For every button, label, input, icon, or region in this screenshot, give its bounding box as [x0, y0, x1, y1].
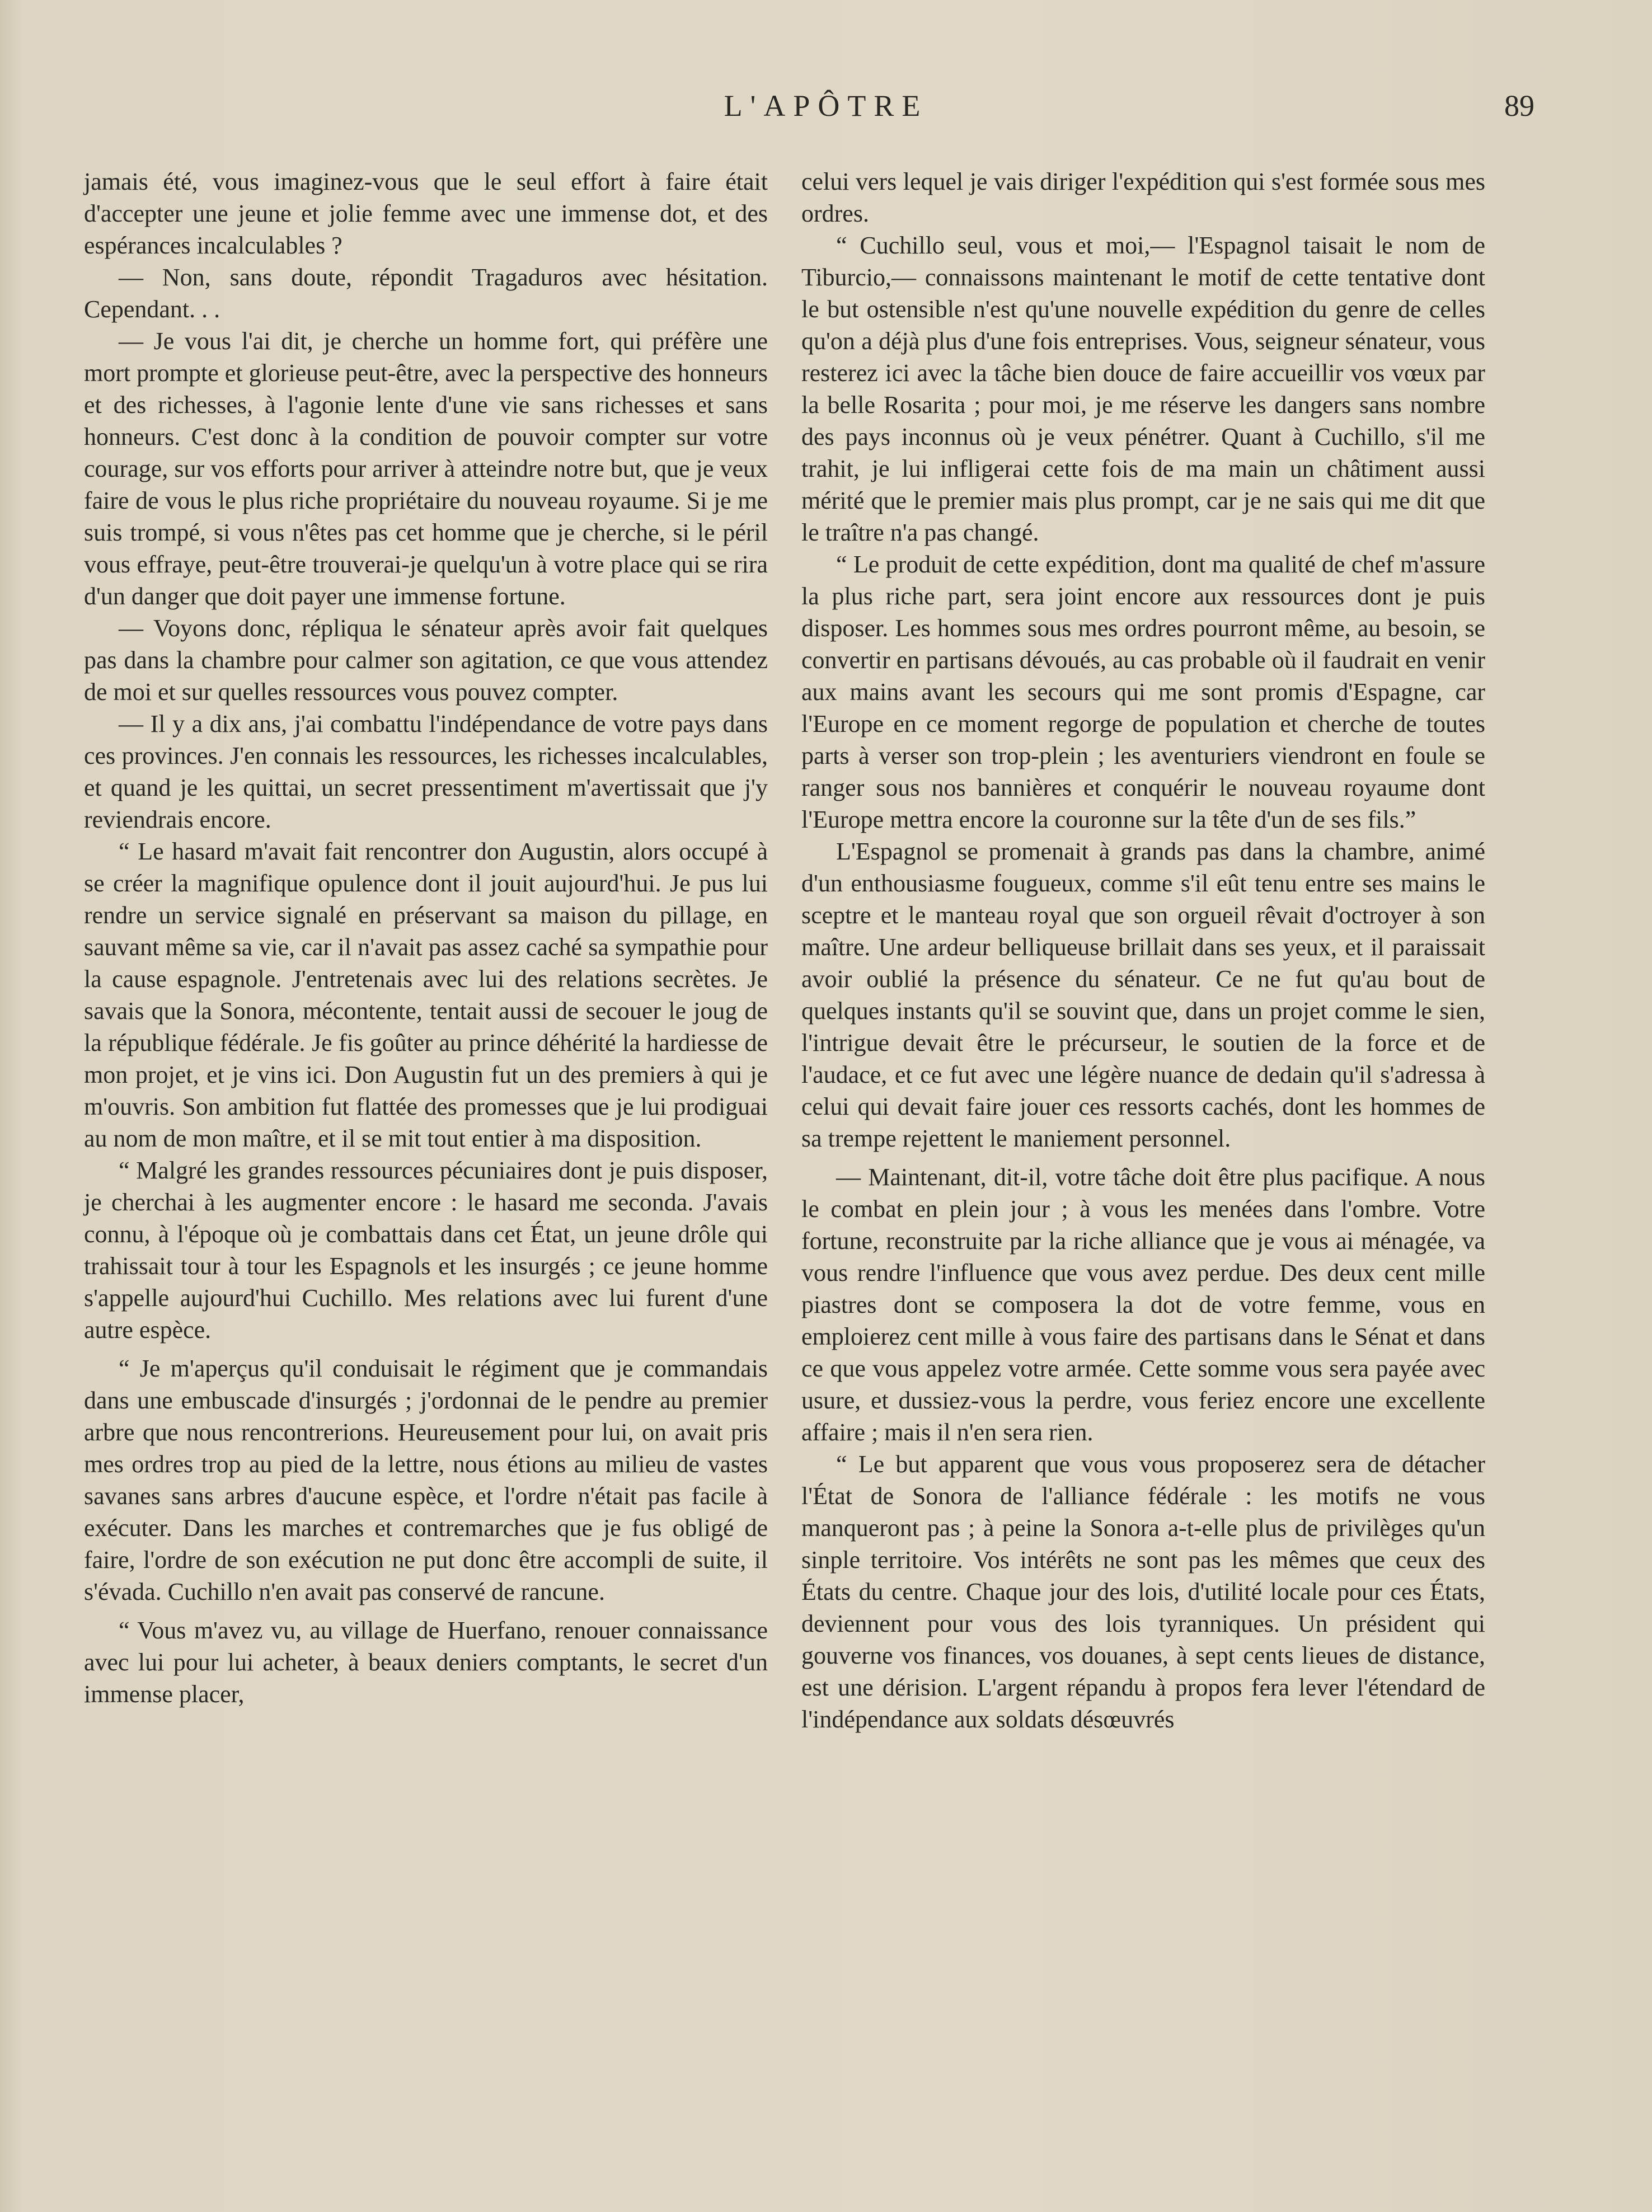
paragraph: “ Cuchillo seul, vous et moi,— l'Espagnol taisait le nom de Tiburcio,— connaissons maintenant le motif de cette tentative dont le but ostensible n'est qu'une nouvelle expédition du genre de celles qu'on a déjà plus d'une fois entreprises. Vous, seigneur sénateur, vous resterez ici avec la tâche bien douce de faire accueillir vos vœux par la belle Rosarita ; pour moi, je me réserve les dangers sans nombre des pays inconnus où je veux pénétrer. Quant à Cuchillo, s'il me trahit, je lui infligerai cette fois de ma main un châtiment aussi mérité que le premier mais plus prompt, car je ne sais qui me dit que le traître n'a pas changé. — [801, 232, 1485, 546]
paragraph: jamais été, vous imaginez-vous que le seul effort à faire était d'accepter une jeune et jolie femme avec une immense dot, et des espérances incalculables ? — [84, 168, 768, 259]
page-header — [84, 88, 1568, 133]
right-column — [801, 166, 1485, 1735]
paragraph: — Je vous l'ai dit, je cherche un homme fort, qui préfère une mort prompte et glorieuse peut-être, avec la perspective des honneurs et des richesses, à l'agonie lente d'une vie sans richesses et sans honneurs. C'est donc à la condition de pouvoir compter sur votre courage, sur vos efforts pour arriver à atteindre notre but, que je veux faire de vous le plus riche propriétaire du nouveau royaume. Si je me suis trompé, si vous n'êtes pas cet homme que je cherche, si le péril vous effraye, peut-être trouverai-je quelqu'un à votre place qui se rira d'un danger que doit payer une immense fortune. — [84, 327, 768, 610]
paragraph: celui vers lequel je vais diriger l'expédition qui s'est formée sous mes ordres. — [801, 168, 1485, 227]
paragraph: “ Le but apparent que vous vous proposerez sera de détacher l'État de Sonora de l'alliance fédérale : les motifs ne vous manqueront pas ; à peine la Sonora a-t-elle plus de privilèges qu'un sinple territoire. Vos intérêts ne sont pas les mêmes que ceux des États du centre. Chaque jour des lois, d'utilité locale pour ces États, deviennent pour vous des lois tyranniques. Un président qui gouverne vos finances, vos douanes, à sept cents lieues de distance, est une dérision. L'argent répandu à propos fera lever l'étendard de l'indépendance aux soldats désœuvrés — [801, 1450, 1485, 1733]
paragraph: “ Le produit de cette expédition, dont ma qualité de chef m'assure la plus riche part, sera joint encore aux ressources dont je puis disposer. Les hommes sous mes ordres pourront même, au besoin, se convertir en partisans dévoués, au cas probable où il faudrait en venir aux mains avant les secours qui me sont promis d'Espagne, car l'Europe en ce moment regorge de population et cherche de toutes parts à verser son trop-plein ; les aventuriers viendront en foule se ranger sous nos bannières et conquérir le nouveau royaume dont l'Europe mettra encore la couronne sur la tête d'un de ses fils.” — [801, 551, 1485, 833]
paragraph: — Il y a dix ans, j'ai combattu l'indépendance de votre pays dans ces provinces. J'en connais les ressources, les richesses incalculables, et quand je les quittai, un secret pressentiment m'avertissait que j'y reviendrais encore. — [84, 710, 768, 833]
paragraph: “ Vous m'avez vu, au village de Huerfano, renouer connaissance avec lui pour lui acheter, à beaux deniers comptants, le secret d'un immense placer, — [84, 1617, 768, 1708]
paragraph: — Maintenant, dit-il, votre tâche doit être plus pacifique. A nous le combat en plein jour ; à vous les menées dans l'ombre. Votre fortune, reconstruite par la riche alliance que je vous ai ménagée, va vous rendre l'influence que vous avez perdue. Des deux cent mille piastres dont se composera la dot de votre femme, vous en emploierez cent mille à vous faire des partisans dans le Sénat et dans ce que vous appelez votre armée. Cette somme vous sera payée avec usure, et dussiez-vous la perdre, vous feriez encore une excellente affaire ; mais il n'en sera rien. — [801, 1163, 1485, 1446]
running-title: L'APÔTRE — [724, 89, 928, 123]
paragraph: “ Malgré les grandes ressources pécuniaires dont je puis disposer, je cherchai à les augmenter encore : le hasard me seconda. J'avais connu, à l'époque où je combattais dans cet État, un jeune drôle qui trahissait tour à tour les Espagnols et les insurgés ; ce jeune homme s'appelle aujourd'hui Cuchillo. Mes relations avec lui furent d'une autre espèce. — [84, 1157, 768, 1344]
left-column — [84, 166, 768, 1710]
paragraph: “ Le hasard m'avait fait rencontrer don Augustin, alors occupé à se créer la magnifique opulence dont il jouit aujourd'hui. Je pus lui rendre un service signalé en préservant sa maison du pillage, en sauvant même sa vie, car il n'avait pas assez caché sa sympathie pour la cause espagnole. J'entretenais avec lui des relations secrètes. Je savais que la Sonora, mécontente, tentait aussi de secouer le joug de la république fédérale. Je fis goûter au prince déhérité la hardiesse de mon projet, et je vins ici. Don Augustin fut un des premiers à qui je m'ouvris. Son ambition fut flattée des promesses que je lui prodiguai au nom de mon maître, et il se mit tout entier à ma disposition. — [84, 838, 768, 1152]
page-number: 89 — [1504, 89, 1534, 123]
paragraph: — Voyons donc, répliqua le sénateur après avoir fait quelques pas dans la chambre pour calmer son agitation, ce que vous attendez de moi et sur quelles ressources vous pouvez compter. — [84, 614, 768, 706]
paragraph: “ Je m'aperçus qu'il conduisait le régiment que je commandais dans une embuscade d'insurgés ; j'ordonnai de le pendre au premier arbre que nous rencontrerions. Heureusement pour lui, on avait pris mes ordres trop au pied de la lettre, nous étions au milieu de vastes savanes sans arbres d'aucune espèce, et l'ordre n'était pas facile à exécuter. Dans les marches et contremarches que je fus obligé de faire, l'ordre de son exécution ne put donc être accompli de suite, il s'évada. Cuchillo n'en avait pas conservé de rancune. — [84, 1355, 768, 1605]
paragraph: — Non, sans doute, répondit Tragaduros avec hésitation. Cependant. . . — [84, 264, 768, 323]
paragraph: L'Espagnol se promenait à grands pas dans la chambre, animé d'un enthousiasme fougueux, comme s'il eût tenu entre ses mains le sceptre et le manteau royal que son orgueil rêvait d'octroyer à son maître. Une ardeur belliqueuse brillait dans ses yeux, et il paraissait avoir oublié la présence du sénateur. Ce ne fut qu'au bout de quelques instants qu'il se souvint que, dans un projet comme le sien, l'intrigue devait être le précurseur, le soutien de la force et de l'audace, et ce fut avec une légère nuance de dedain qu'il s'adressa à celui qui devait faire jouer ces ressorts cachés, dont les hommes de sa trempe rejettent le maniement personnel. — [801, 838, 1485, 1152]
